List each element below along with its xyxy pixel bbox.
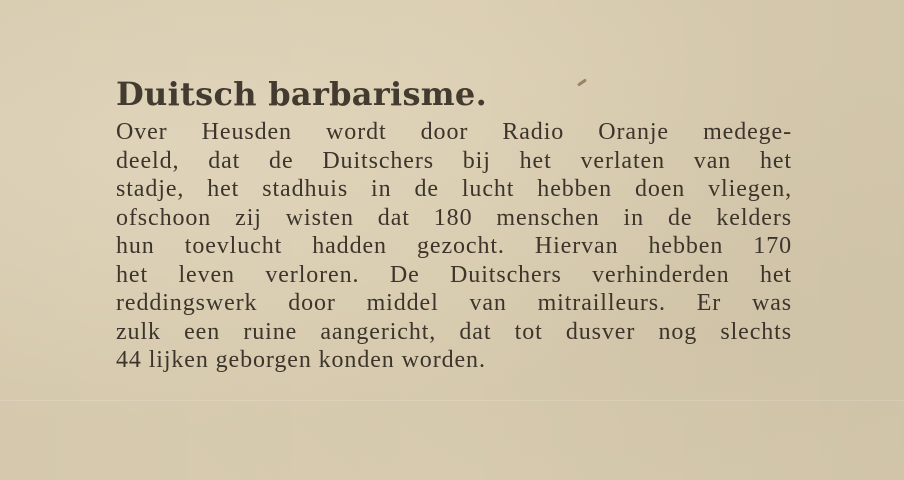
article-line: reddingswerk door middel van mitrailleurs. Er was bbox=[116, 290, 792, 316]
article-line: deeld, dat de Duitschers bij het verlaten van het bbox=[116, 147, 792, 174]
article-line: 44 lijken geborgen konden worden. bbox=[116, 347, 486, 373]
paper-fold bbox=[0, 400, 904, 401]
article-line: hun toevlucht hadden gezocht. Hiervan hebben 170 bbox=[116, 233, 792, 259]
article-headline: Duitsch barbarisme. bbox=[116, 75, 488, 113]
news-article bbox=[116, 72, 792, 375]
article-body bbox=[116, 118, 792, 375]
article-line: Over Heusden wordt door Radio Oranje medege- bbox=[116, 119, 792, 145]
article-line: het leven verloren. De Duitschers verhinderden het bbox=[116, 261, 792, 288]
article-line: zulk een ruine aangericht, dat tot dusver nog slechts bbox=[116, 318, 792, 345]
article-line: stadje, het stadhuis in de lucht hebben doen vliegen, bbox=[116, 176, 792, 202]
article-line: ofschoon zij wisten dat 180 menschen in de kelders bbox=[116, 204, 792, 231]
